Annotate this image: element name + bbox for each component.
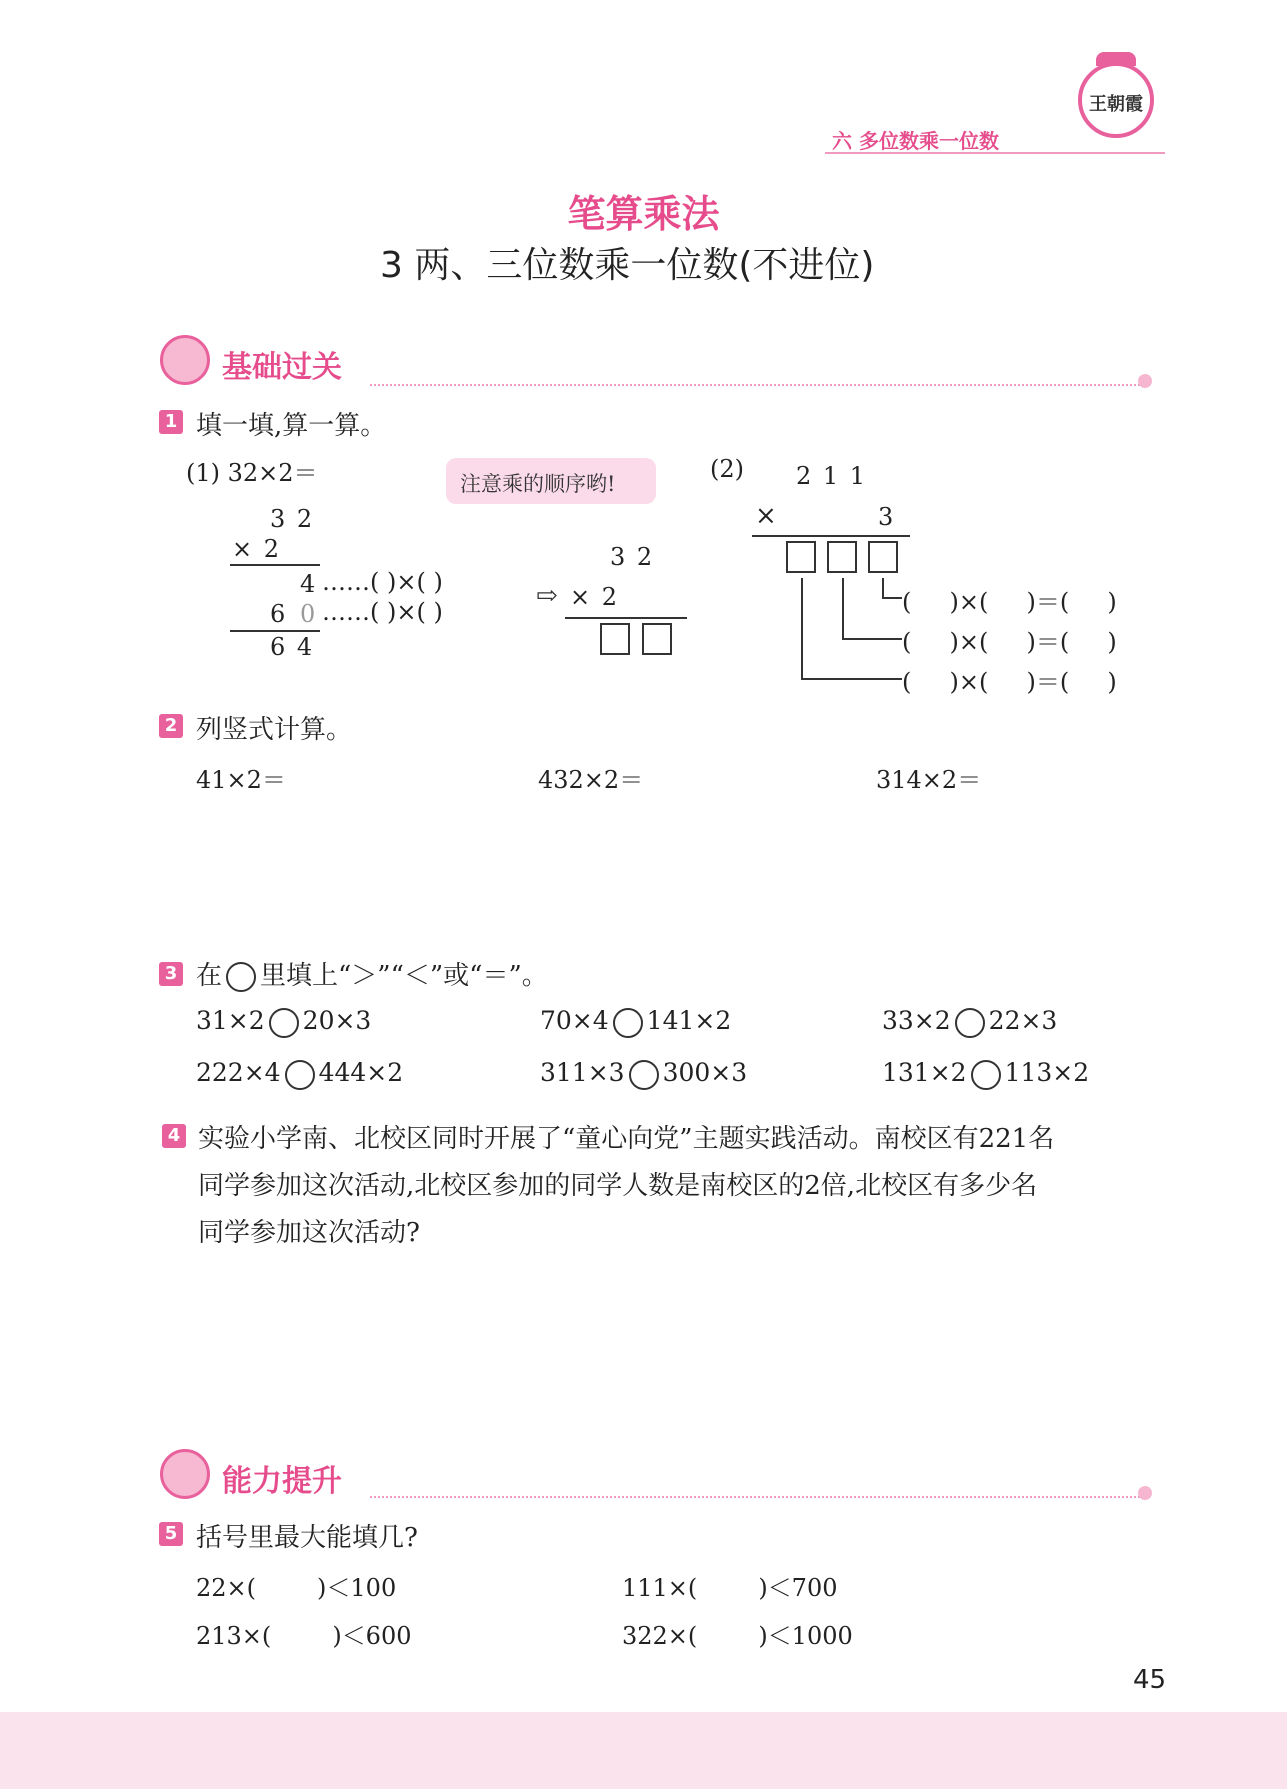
chapter-header: 六 多位数乘一位数 <box>832 129 999 153</box>
section-divider <box>370 1496 1140 1498</box>
calc1-line-1 <box>230 564 320 566</box>
q4-line-3: 同学参加这次活动? <box>198 1218 420 1248</box>
compare-item <box>196 1006 371 1038</box>
q1-part1-label: (1) 32×2＝ <box>186 459 318 487</box>
q3-prompt-tail: 里填上“＞”“＜”或“＝”。 <box>260 961 548 991</box>
q5-prompt: 括号里最大能填几? <box>196 1523 418 1553</box>
q4-line-2: 同学参加这次活动,北校区参加的同学人数是南校区的2倍,北校区有多少名 <box>198 1171 1038 1201</box>
connector-line <box>801 578 803 678</box>
answer-box[interactable] <box>600 623 630 655</box>
q2-item: 41×2＝ <box>196 766 286 794</box>
compare-left: 33×2 <box>882 1006 951 1035</box>
compare-right: 141×2 <box>646 1006 732 1035</box>
calc1-row2-tail: ……( )×( ) <box>322 598 443 626</box>
divider-dots-icon <box>1138 374 1152 388</box>
section-title-advanced: 能力提升 <box>222 1464 342 1499</box>
compare-left: 31×2 <box>196 1006 265 1035</box>
answer-box[interactable] <box>786 541 816 573</box>
compare-item <box>196 1058 403 1090</box>
section-divider <box>370 384 1140 386</box>
page-number: 45 <box>1133 1665 1167 1695</box>
answer-box[interactable] <box>642 623 672 655</box>
circle-icon <box>226 962 256 992</box>
tip-bubble <box>446 458 656 504</box>
calc1-row1-tail: ……( )×( ) <box>322 568 443 596</box>
logo-badge <box>1078 62 1154 138</box>
calc1b-top: 3 2 <box>610 543 655 571</box>
q5-item: 111×( )＜700 <box>622 1574 838 1602</box>
calc2-eq-3: ( )×( )＝( ) <box>902 668 1117 696</box>
divider-dots-icon <box>1138 1486 1152 1500</box>
arrow-icon: ⇨ <box>536 581 558 611</box>
compare-item <box>882 1006 1057 1038</box>
calc1-row2: 6 <box>270 600 288 628</box>
tip-text: 注意乘的顺序哟! <box>460 472 616 496</box>
q5-item: 213×( )＜600 <box>196 1622 412 1650</box>
compare-left: 311×3 <box>540 1058 625 1087</box>
compare-circle[interactable] <box>285 1060 315 1090</box>
connector-line <box>842 578 844 638</box>
q5-item: 322×( )＜1000 <box>622 1622 853 1650</box>
calc1b-line <box>565 617 687 619</box>
compare-circle[interactable] <box>629 1060 659 1090</box>
compare-circle[interactable] <box>971 1060 1001 1090</box>
calc1-line-2 <box>230 630 320 632</box>
compare-item <box>882 1058 1089 1090</box>
calc2-top: 2 1 1 <box>796 462 868 490</box>
calc2-line <box>752 535 910 537</box>
compare-right: 444×2 <box>318 1058 404 1087</box>
q1-prompt: 填一填,算一算。 <box>196 411 387 441</box>
question-number-4: 4 <box>162 1124 186 1148</box>
calc1b-multiplier: × 2 <box>570 583 620 611</box>
calc1-row1: 4 <box>300 570 318 598</box>
calc1-multiplier: × 2 <box>232 535 282 563</box>
q1-part2-label: (2) <box>710 455 744 483</box>
answer-box[interactable] <box>868 541 898 573</box>
q2-item: 314×2＝ <box>876 766 982 794</box>
connector-line <box>842 638 902 640</box>
question-number-3: 3 <box>159 962 183 986</box>
header-underline <box>825 152 1165 154</box>
mascot-icon <box>160 1449 210 1499</box>
q4-line-1: 实验小学南、北校区同时开展了“童心向党”主题实践活动。南校区有221名 <box>198 1124 1055 1154</box>
page-title: 笔算乘法 <box>567 192 720 236</box>
compare-right: 22×3 <box>988 1006 1058 1035</box>
q3-prompt <box>196 955 548 992</box>
compare-left: 222×4 <box>196 1058 281 1087</box>
logo-text: 王朝霞 <box>1089 94 1143 115</box>
calc2-eq-1: ( )×( )＝( ) <box>902 588 1117 616</box>
question-number-2: 2 <box>159 714 183 738</box>
section-title-basic: 基础过关 <box>222 350 342 385</box>
connector-line <box>801 678 902 680</box>
compare-left: 131×2 <box>882 1058 967 1087</box>
calc2-times-sign: × <box>755 501 777 531</box>
compare-right: 20×3 <box>302 1006 372 1035</box>
mascot-icon <box>160 335 210 385</box>
footer-band <box>0 1712 1287 1789</box>
compare-item <box>540 1006 731 1038</box>
calc1-top: 3 2 <box>270 505 315 533</box>
compare-right: 300×3 <box>662 1058 748 1087</box>
connector-line <box>882 578 884 598</box>
q2-item: 432×2＝ <box>538 766 644 794</box>
q5-item: 22×( )＜100 <box>196 1574 397 1602</box>
q2-prompt: 列竖式计算。 <box>196 715 353 745</box>
calc1-row2-zero: 0 <box>300 600 318 628</box>
question-number-5: 5 <box>159 1522 183 1546</box>
compare-circle[interactable] <box>269 1008 299 1038</box>
compare-item <box>540 1058 747 1090</box>
question-number-1: 1 <box>159 410 183 434</box>
logo-crown-icon <box>1096 52 1136 66</box>
calc2-multiplier: 3 <box>878 503 896 531</box>
calc1-result: 6 4 <box>270 633 315 661</box>
compare-circle[interactable] <box>613 1008 643 1038</box>
lesson-title: 3 两、三位数乘一位数(不进位) <box>380 245 875 286</box>
connector-line <box>882 597 902 599</box>
compare-right: 113×2 <box>1004 1058 1090 1087</box>
calc2-eq-2: ( )×( )＝( ) <box>902 628 1117 656</box>
compare-circle[interactable] <box>955 1008 985 1038</box>
q3-prompt-start: 在 <box>196 961 223 991</box>
answer-box[interactable] <box>827 541 857 573</box>
compare-left: 70×4 <box>540 1006 609 1035</box>
